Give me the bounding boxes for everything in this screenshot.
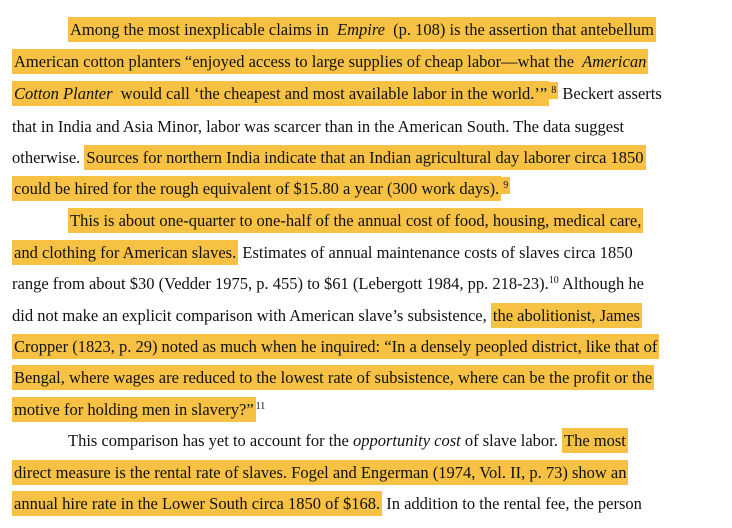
text-segment: range from about $30 (Vedder 1975, p. 455) to $61 (Lebergott 1984, pp. 218-23). [12,274,549,293]
text-segment: This is about one-quarter to one-half of the annual cost of food, housing, medical care, [68,208,643,233]
text-segment: annual hire rate in the Lower South circa 1850 of $168. [12,491,382,516]
text-segment: American [580,49,648,74]
text-line [12,80,662,108]
text-line [12,364,654,392]
text-segment: In addition to the rental fee, the person [382,494,642,513]
text-segment: Among the most inexplicable claims in [68,17,335,42]
text-line [68,16,656,44]
text-segment: the abolitionist, James [491,303,642,328]
text-line [12,239,633,267]
text-line [12,302,642,330]
text-segment: Empire [335,17,387,42]
text-segment: Although he [558,274,644,293]
text-segment: Cropper (1823, p. 29) noted as much when he inquired: “In a densely peopled district, like that of [12,334,659,359]
text-segment: that in India and Asia Minor, labor was scarcer than in the American South. The data suggest [12,117,625,136]
text-segment: motive for holding men in slavery?” [12,397,256,422]
footnote-marker: 9 [501,177,510,194]
footnote-marker: 11 [255,401,266,412]
text-segment: could be hired for the rough equivalent of $15.80 a year (300 work days). [12,176,501,201]
text-line [12,459,628,487]
text-line [12,113,624,141]
text-line [12,270,644,298]
text-segment: American cotton planters “enjoyed access to large supplies of cheap labor—what the [12,49,580,74]
text-line [12,175,510,203]
text-segment: direct measure is the rental rate of slaves. Fogel and Engerman (1974, Vol. II, p. 73) show an [12,460,628,485]
text-line [12,333,659,361]
text-line [12,48,648,76]
text-segment: otherwise. [12,148,85,167]
text-line [12,490,642,518]
footnote-marker: 8 [549,82,558,99]
text-segment: did not make an explicit comparison with American slave’s subsistence, [12,306,491,325]
text-segment: Sources for northern India indicate that an Indian agricultural day laborer circa 1850 [84,145,645,170]
text-segment: This comparison has yet to account for the [68,431,354,450]
text-segment: Beckert asserts [558,84,662,103]
text-segment: would call ‘the cheapest and most available labor in the world.’” [115,81,550,106]
text-line [12,396,265,424]
text-segment: of slave labor. [460,431,562,450]
text-line [68,207,643,235]
text-segment: (p. 108) is the assertion that antebellum [387,17,656,42]
text-segment: Bengal, where wages are reduced to the lowest rate of subsistence, where can be the profit or the [12,365,654,390]
text-segment: Estimates of annual maintenance costs of slaves circa 1850 [238,243,633,262]
text-segment: The most [562,428,628,453]
text-line [68,427,628,455]
text-segment: and clothing for American slaves. [12,240,238,265]
footnote-marker: 10 [548,275,559,286]
text-segment: opportunity cost [353,431,461,450]
text-segment: Cotton Planter [12,81,115,106]
text-line [12,144,646,172]
